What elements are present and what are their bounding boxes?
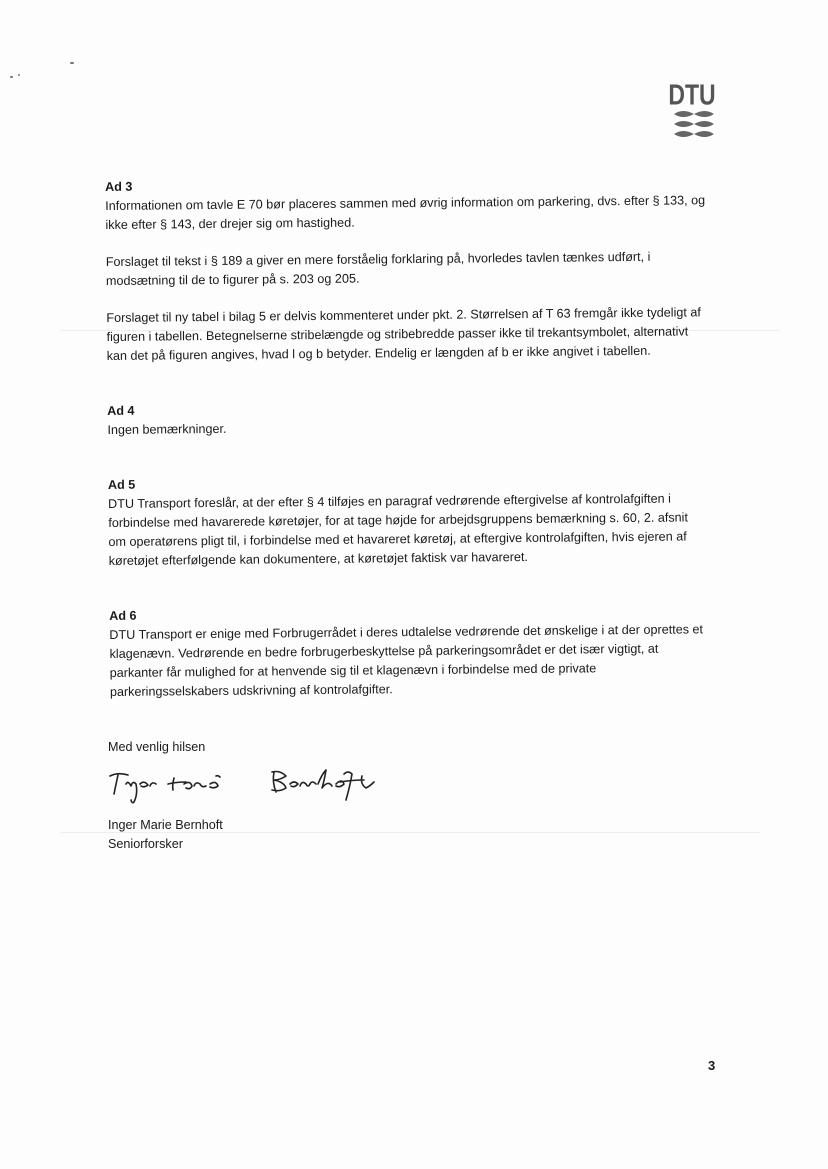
ad5-paragraph-1: DTU Transport foreslår, at der efter § 4 tilføjes en paragraf vedrørende eftergivelse af kontrolafgiften i forbindelse med havarerede køretøjer, for at tage højde for arbejdsgruppens bemærkning s. 60, 2. afsnit om operatørens pligt til, i forbindelse med et havareret køretøj, at eftergive kontrolafgiften, hvis ejeren af køretøjet efterfølgende kan dokumentere, at køretøjet faktisk var havareret. — [108, 491, 688, 568]
logo-text: DTU — [668, 78, 716, 111]
dtu-wave-emblem-icon — [672, 110, 716, 140]
page-number: 3 — [708, 1058, 716, 1073]
ad6-paragraph-1: DTU Transport er enige med Forbrugerrådet i deres udtalelse vedrørende det ønskelige i at der oprettes et klagenævn. Vedrørende en bedre forbrugerbeskyttelse på parkeringsområdet er det især vigtigt, at parkanter får mulighed for at henvende sig til et klagenævn i forbindelse med de private parkeringsselskabers udskrivning af kontrolafgifter. — [109, 622, 704, 699]
letter-body — [105, 172, 710, 702]
dtu-logo — [668, 78, 720, 142]
ad3-paragraph-1: Informationen om tavle E 70 bør placeres sammen med øvrig information om parkering, dvs. efter § 133, og ikke efter § 143, der drejer sig om hastighed. — [105, 193, 706, 232]
section-heading-ad3: Ad 3 — [105, 179, 133, 194]
ad4-paragraph-1: Ingen bemærkninger. — [107, 421, 227, 437]
scan-speck — [10, 76, 13, 78]
ad3-paragraph-2: Forslaget til tekst i § 189 a giver en mere forståelig forklaring på, hvorledes tavlen tænkes udført, i modsætning til de to figurer på s. 203 og 205. — [105, 249, 651, 288]
signer-info — [108, 816, 223, 854]
section-heading-ad6: Ad 6 — [109, 608, 137, 623]
handwritten-signature — [104, 766, 414, 806]
closing-block — [108, 738, 508, 851]
signer-title: Seniorforsker — [108, 837, 183, 851]
scan-speck — [18, 74, 20, 76]
scan-speck — [70, 62, 74, 64]
closing-greeting: Med venlig hilsen — [108, 740, 206, 754]
ad3-paragraph-3: Forslaget til ny tabel i bilag 5 er delvis kommenteret under pkt. 2. Størrelsen af T 63 fremgår ikke tydeligt af figuren i tabellen. Betegnelserne stribelængde og stribebredde passer ikke til trekantsymbolet, alternativt kan det på figuren angives, hvad l og b betyder. Endelig er længden af b er ikke angivet i tabellen. — [106, 305, 701, 363]
section-heading-ad4: Ad 4 — [107, 403, 135, 418]
signer-name: Inger Marie Bernhoft — [108, 818, 223, 832]
section-heading-ad5: Ad 5 — [107, 477, 136, 492]
